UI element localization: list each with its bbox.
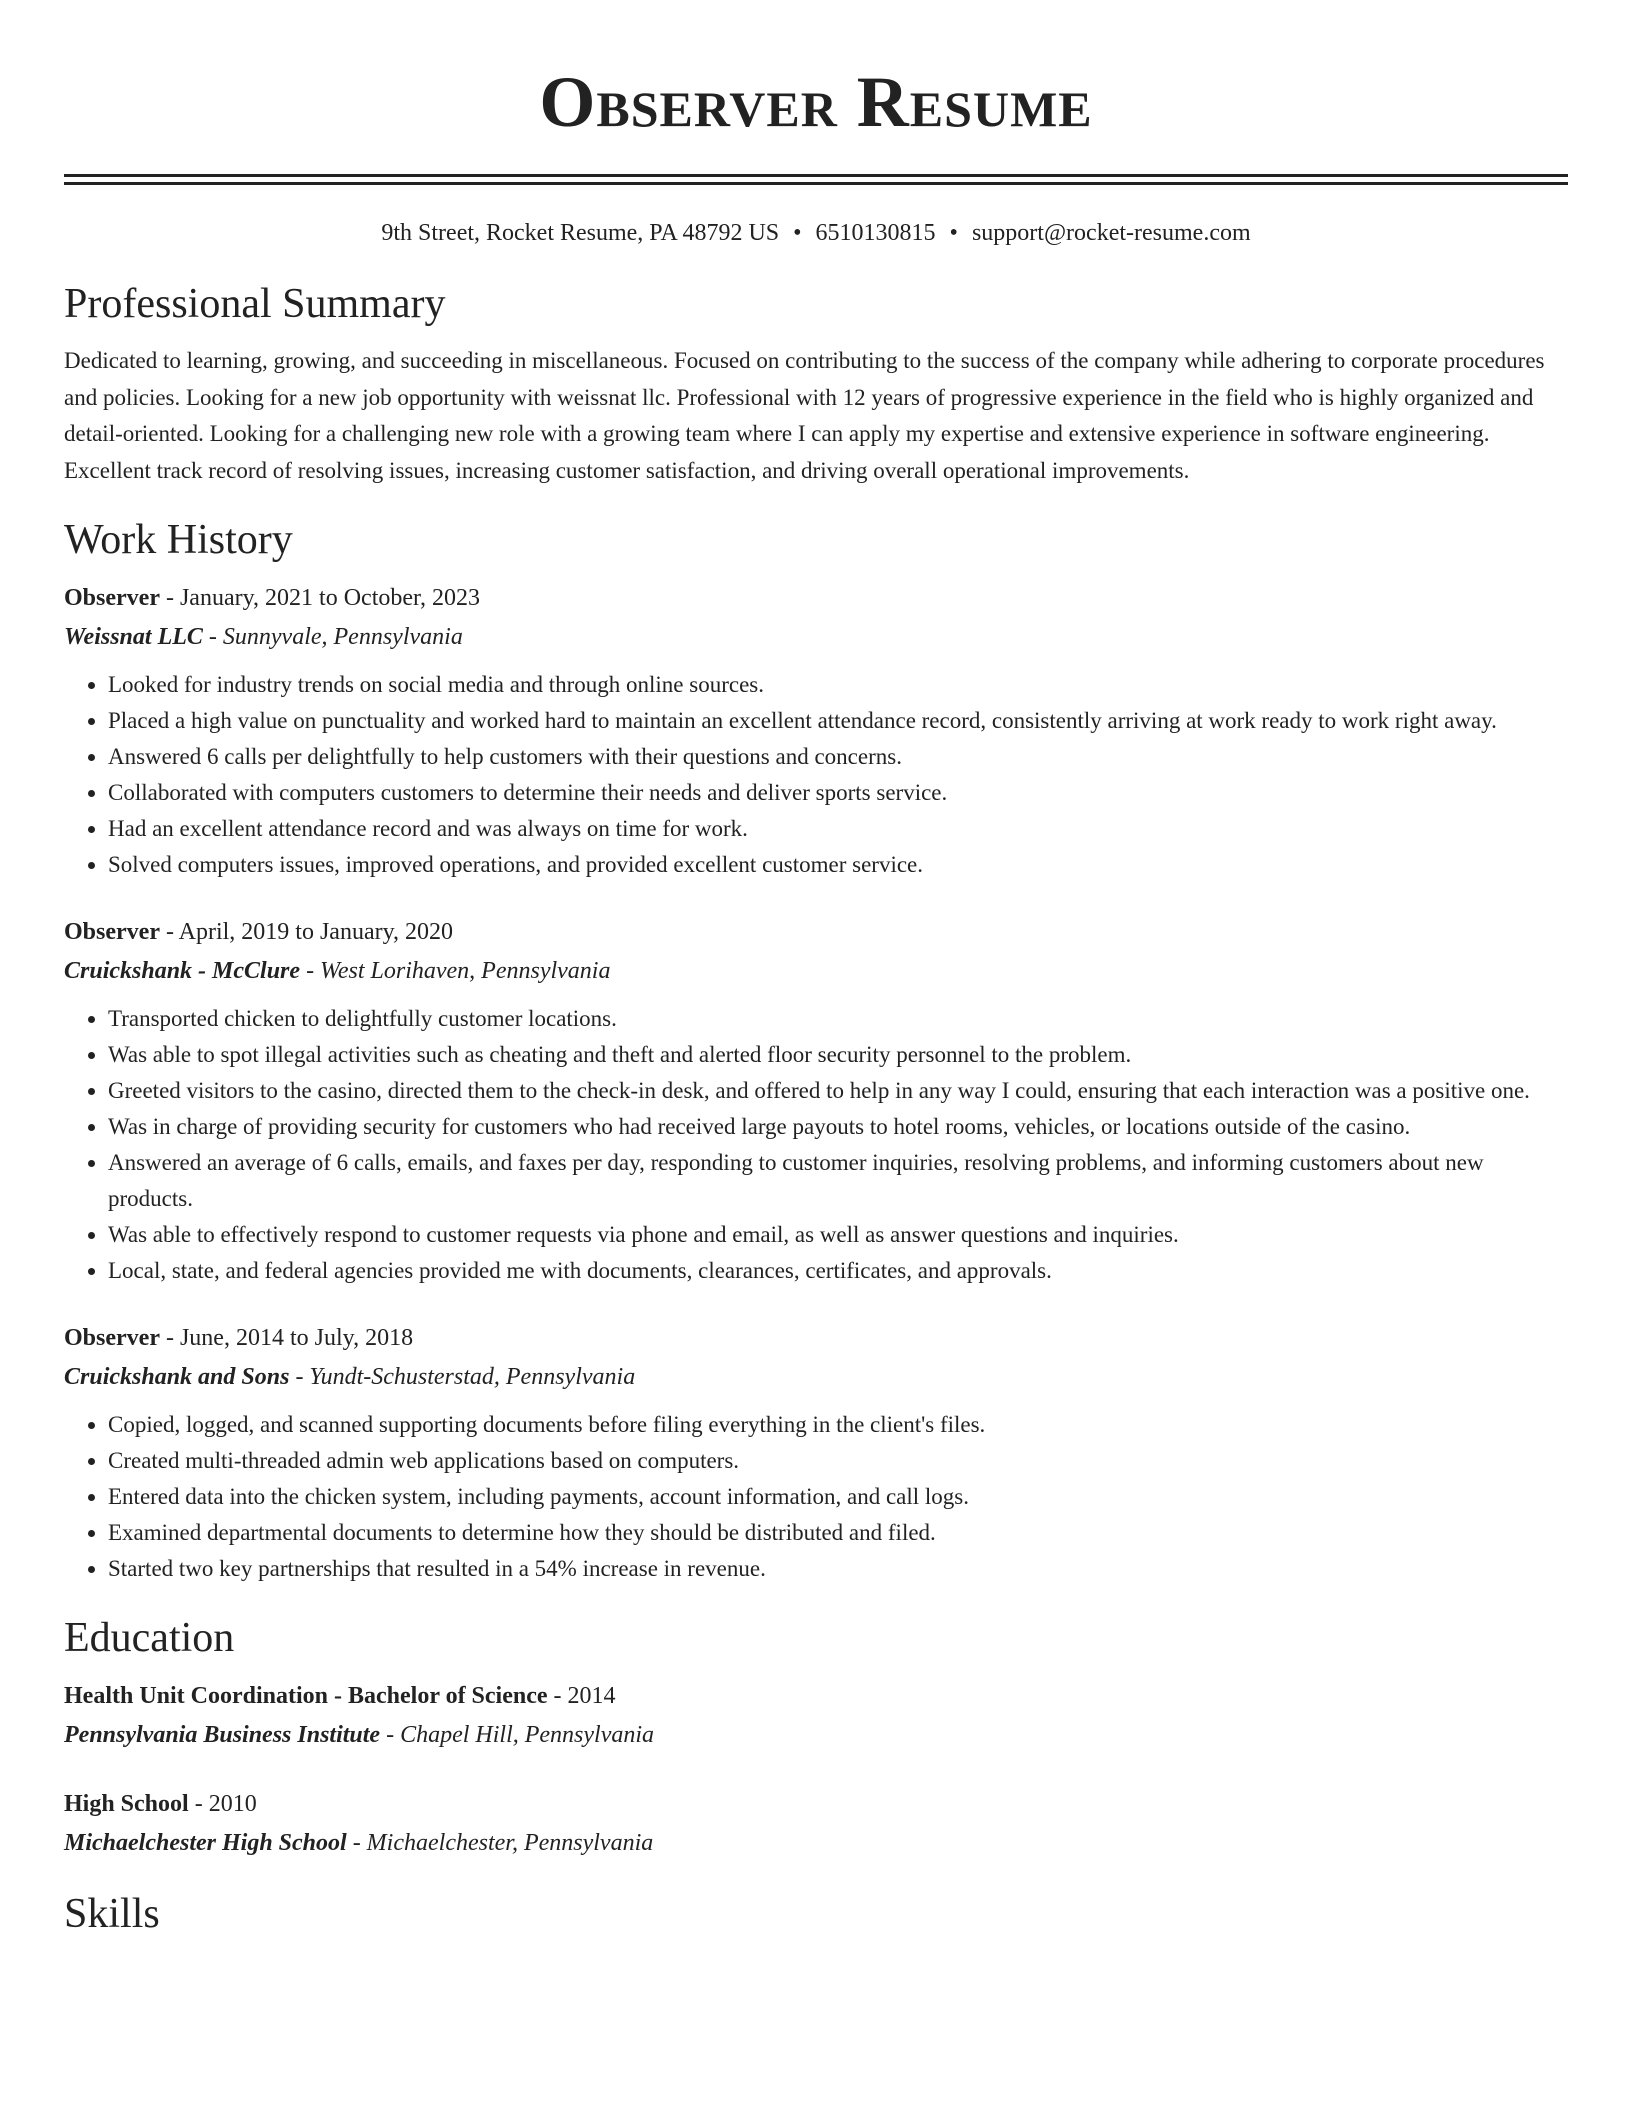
education-school: Michaelchester High School <box>64 1830 347 1856</box>
job-company: Cruickshank and Sons <box>64 1364 290 1390</box>
job-bullet: • Collaborated with computers customers to determine their needs and deliver sports service. <box>108 775 1568 811</box>
contact-separator: • <box>949 220 958 246</box>
job-company: Cruickshank - McClure <box>64 958 301 984</box>
job-dates: - January, 2021 to October, 2023 <box>159 585 481 611</box>
job-bullet: • Solved computers issues, improved operations, and provided excellent customer service. <box>108 847 1568 883</box>
job-company: Weissnat LLC <box>64 624 203 650</box>
job-header <box>64 579 1568 617</box>
work-history-section <box>64 515 1568 1587</box>
job-bullet: • Copied, logged, and scanned supporting documents before filing everything in the client's files. <box>108 1407 1568 1443</box>
education-section <box>64 1613 1568 1863</box>
job-title: Observer <box>64 1325 160 1351</box>
job-bullet: • Looked for industry trends on social media and through online sources. <box>108 667 1568 703</box>
education-location: - Michaelchester, Pennsylvania <box>346 1830 654 1856</box>
job-bullet: • Created multi-threaded admin web applications based on computers. <box>108 1443 1568 1479</box>
education-year: - 2010 <box>188 1791 257 1817</box>
job-entry <box>64 913 1568 1289</box>
job-bullets <box>64 667 1568 883</box>
job-bullet: • Local, state, and federal agencies provided me with documents, clearances, certificates, and approvals. <box>108 1253 1568 1289</box>
job-bullet: • Entered data into the chicken system, including payments, account information, and call logs. <box>108 1479 1568 1515</box>
job-location: - Sunnyvale, Pennsylvania <box>202 624 463 650</box>
job-entry <box>64 579 1568 883</box>
work-history-heading: Work History <box>64 517 293 563</box>
job-bullets <box>64 1407 1568 1587</box>
job-bullet: • Answered an average of 6 calls, emails, and faxes per day, responding to customer inquiries, resolving problems, and informing customers about new products. <box>108 1145 1568 1217</box>
resume-page <box>64 0 1568 1939</box>
job-bullet: • Started two key partnerships that resulted in a 54% increase in revenue. <box>108 1551 1568 1587</box>
skills-section <box>64 1889 1568 1939</box>
summary-text: Dedicated to learning, growing, and succeeding in miscellaneous. Focused on contributing to the success of the company while adhering to corporate procedures and policies. Looking for a new job opportunity with weissnat llc. Professional with 12 years of progressive experience in the field who is highly organized and detail-oriented. Looking for a challenging new role with a growing team where I can apply my expertise and extensive experience in software engineering. Excellent track record of resolving issues, increasing customer satisfaction, and driving overall operational improvements. <box>64 348 1545 483</box>
education-heading: Education <box>64 1615 235 1661</box>
education-header <box>64 1677 1568 1715</box>
job-title: Observer <box>64 585 160 611</box>
job-bullet: • Transported chicken to delightfully customer locations. <box>108 1001 1568 1037</box>
contact-separator: • <box>793 220 802 246</box>
job-bullet: • Answered 6 calls per delightfully to help customers with their questions and concerns. <box>108 739 1568 775</box>
education-degree: High School <box>64 1791 189 1817</box>
contact-email: support@rocket-resume.com <box>971 220 1251 246</box>
job-employer <box>64 951 1568 991</box>
resume-name: Observer Resume <box>539 62 1093 142</box>
education-header <box>64 1785 1568 1823</box>
job-location: - West Lorihaven, Pennsylvania <box>300 958 611 984</box>
job-bullet: • Was able to spot illegal activities such as cheating and theft and alerted floor security personnel to the problem. <box>108 1037 1568 1073</box>
skills-heading: Skills <box>64 1891 160 1937</box>
job-bullets <box>64 1001 1568 1289</box>
job-bullet: • Greeted visitors to the casino, directed them to the check-in desk, and offered to help in any way I could, ensuring that each interaction was a positive one. <box>108 1073 1568 1109</box>
job-bullet: • Placed a high value on punctuality and worked hard to maintain an excellent attendance record, consistently arriving at work ready to work right away. <box>108 703 1568 739</box>
header-double-rule <box>64 174 1568 185</box>
education-location: - Chapel Hill, Pennsylvania <box>380 1722 655 1748</box>
job-location: - Yundt-Schusterstad, Pennsylvania <box>289 1364 636 1390</box>
summary-section <box>64 279 1568 489</box>
contact-phone: 6510130815 <box>815 220 936 246</box>
job-title: Observer <box>64 919 160 945</box>
summary-heading: Professional Summary <box>64 281 446 327</box>
education-entry <box>64 1785 1568 1863</box>
job-dates: - June, 2014 to July, 2018 <box>159 1325 414 1351</box>
contact-address: 9th Street, Rocket Resume, PA 48792 US <box>381 220 780 246</box>
education-year: - 2014 <box>547 1683 616 1709</box>
education-school: Pennsylvania Business Institute <box>64 1722 381 1748</box>
job-header <box>64 913 1568 951</box>
job-employer <box>64 617 1568 657</box>
contact-line <box>64 217 1568 249</box>
job-bullet: • Examined departmental documents to determine how they should be distributed and filed. <box>108 1515 1568 1551</box>
education-school-line <box>64 1715 1568 1755</box>
education-degree: Health Unit Coordination - Bachelor of Science <box>64 1683 548 1709</box>
job-employer <box>64 1357 1568 1397</box>
job-dates: - April, 2019 to January, 2020 <box>159 919 454 945</box>
job-entry <box>64 1319 1568 1587</box>
education-entry <box>64 1677 1568 1755</box>
education-school-line <box>64 1823 1568 1863</box>
job-bullet: • Was able to effectively respond to customer requests via phone and email, as well as answer questions and inquiries. <box>108 1217 1568 1253</box>
job-bullet: • Had an excellent attendance record and was always on time for work. <box>108 811 1568 847</box>
job-header <box>64 1319 1568 1357</box>
job-bullet: • Was in charge of providing security for customers who had received large payouts to hotel rooms, vehicles, or locations outside of the casino. <box>108 1109 1568 1145</box>
